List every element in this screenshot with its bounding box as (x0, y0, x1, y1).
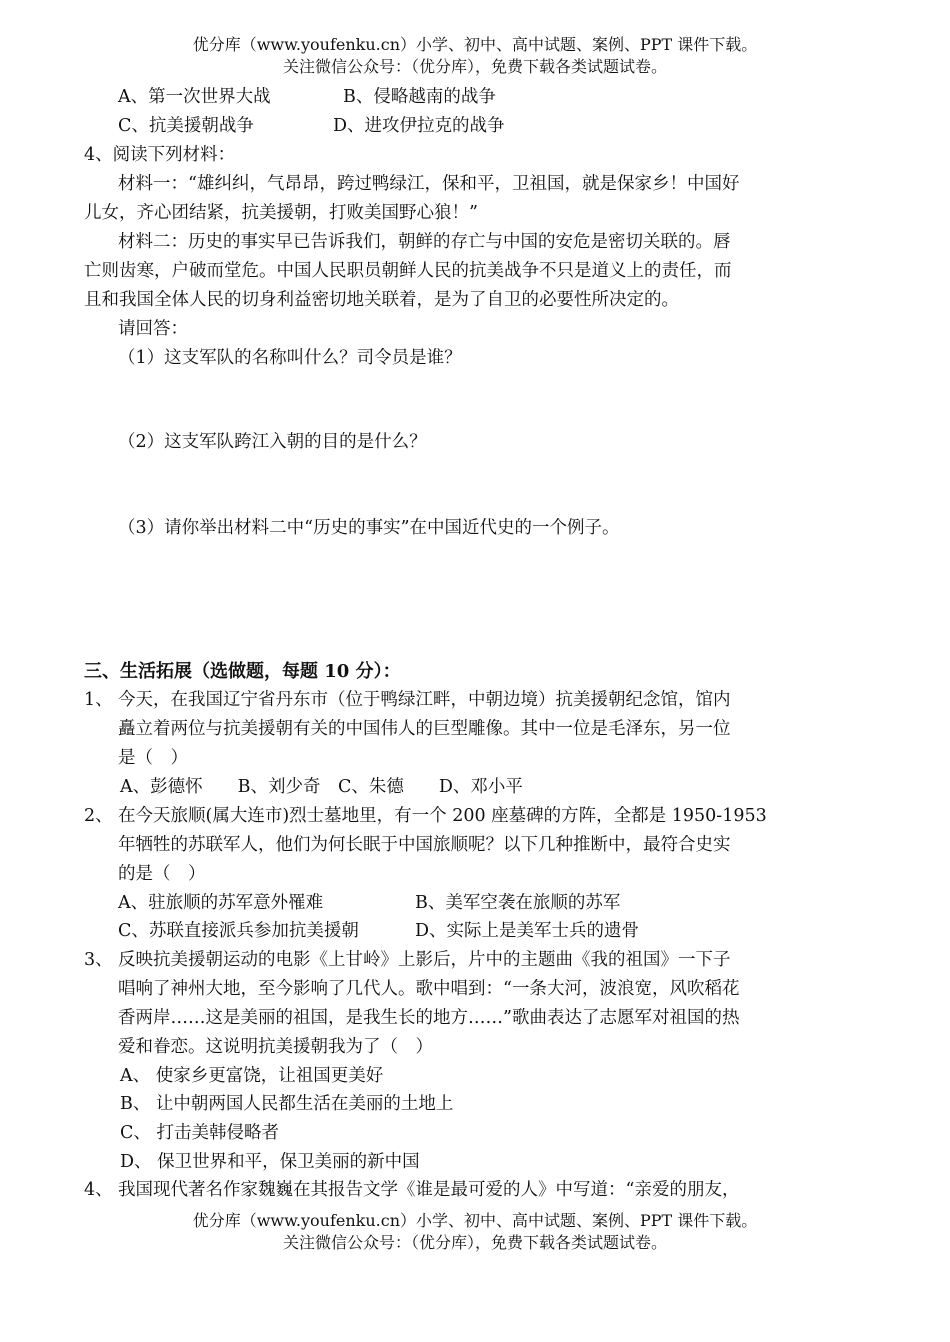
material-1-line-2: 儿女，齐心团结紧，抗美援朝，打败美国野心狼！” (84, 203, 478, 223)
s3-q3-option-a: A、 使家乡更富饶，让祖国更美好 (120, 1066, 384, 1086)
option-d: D、进攻伊拉克的战争 (333, 116, 505, 136)
s3-q3-number: 3、 (84, 950, 113, 970)
section-3-title: 三、生活拓展（选做题，每题 10 分）： (84, 661, 401, 682)
s3-q2-option-a: A、驻旅顺的苏军意外罹难 (118, 893, 324, 913)
s3-q1-options: A、彭德怀 B、刘少奇 C、朱德 D、邓小平 (120, 777, 523, 797)
s3-q3-line-2: 唱响了神州大地，至今影响了几代人。歌中唱到：“一条大河，波浪宽，风吹稻花 (118, 979, 740, 999)
sub-question-1: （1）这支军队的名称叫什么？司令员是谁？ (118, 348, 462, 368)
s3-q3-option-b: B、 让中朝两国人民都生活在美丽的土地上 (120, 1094, 454, 1114)
header-line-2: 关注微信公众号：（优分库），免费下载各类试题试卷。 (282, 57, 667, 76)
s3-q2-line-3: 的是（ ） (118, 864, 206, 884)
option-c: C、抗美援朝战争 (118, 116, 254, 136)
material-2-line-1: 材料二：历史的事实早已告诉我们，朝鲜的存亡与中国的安危是密切关联的。唇 (118, 232, 731, 252)
s3-q3-option-d: D、 保卫世界和平，保卫美丽的新中国 (120, 1152, 420, 1172)
s3-q4-number: 4、 (84, 1180, 113, 1200)
material-2-line-3: 且和我国全体人民的切身利益密切地关联着，是为了自卫的必要性所决定的。 (84, 290, 679, 310)
q4-title: 4、阅读下列材料： (84, 145, 236, 165)
s3-q1-line-2: 矗立着两位与抗美援朝有关的中国伟人的巨型雕像。其中一位是毛泽东，另一位 (118, 719, 731, 739)
s3-q1-number: 1、 (84, 690, 113, 710)
s3-q3-line-3: 香两岸……这是美丽的祖国，是我生长的地方……”歌曲表达了志愿军对祖国的热 (118, 1008, 740, 1028)
sub-question-3: （3）请你举出材料二中“历史的事实”在中国近代史的一个例子。 (118, 518, 620, 538)
s3-q2-option-d: D、实际上是美军士兵的遗骨 (415, 921, 640, 941)
s3-q1-line-1: 今天，在我国辽宁省丹东市（位于鸭绿江畔，中朝边境）抗美援朝纪念馆，馆内 (118, 690, 731, 710)
s3-q2-option-b: B、美军空袭在旅顺的苏军 (415, 893, 621, 913)
s3-q3-line-1: 反映抗美援朝运动的电影《上甘岭》上影后，片中的主题曲《我的祖国》一下子 (118, 950, 731, 970)
s3-q1-line-3: 是（ ） (118, 748, 188, 768)
material-1-line-1: 材料一：“雄纠纠，气昂昂，跨过鸭绿江，保和平，卫祖国，就是保家乡！中国好 (118, 174, 740, 194)
s3-q2-line-2: 年牺牲的苏联军人，他们为何长眠于中国旅顺呢？以下几种推断中，最符合史实 (118, 835, 731, 855)
s3-q4-line-1: 我国现代著名作家魏巍在其报告文学《谁是最可爱的人》中写道：“亲爱的朋友， (118, 1180, 740, 1200)
material-2-line-2: 亡则齿寒，户破而堂危。中国人民职员朝鲜人民的抗美战争不只是道义上的责任，而 (84, 261, 732, 281)
footer-line-2: 关注微信公众号：（优分库），免费下载各类试题试卷。 (282, 1233, 667, 1252)
s3-q2-line-1: 在今天旅顺(属大连市)烈士墓地里，有一个 200 座墓碑的方阵，全都是 1950-1953 (118, 806, 767, 826)
option-b: B、侵略越南的战争 (343, 87, 496, 107)
s3-q2-option-c: C、苏联直接派兵参加抗美援朝 (118, 921, 359, 941)
answer-prompt: 请回答： (118, 319, 188, 339)
footer-line-1: 优分库（www.youfenku.cn）小学、初中、高中试题、案例、PPT 课件下载。 (192, 1211, 758, 1230)
header-line-1: 优分库（www.youfenku.cn）小学、初中、高中试题、案例、PPT 课件下载。 (192, 35, 758, 54)
option-a: A、第一次世界大战 (118, 87, 271, 107)
s3-q2-number: 2、 (84, 806, 113, 826)
s3-q3-option-c: C、 打击美韩侵略者 (120, 1123, 279, 1143)
s3-q3-line-4: 爱和眷恋。这说明抗美援朝我为了（ ） (118, 1037, 433, 1057)
sub-question-2: （2）这支军队跨江入朝的目的是什么？ (118, 432, 427, 452)
